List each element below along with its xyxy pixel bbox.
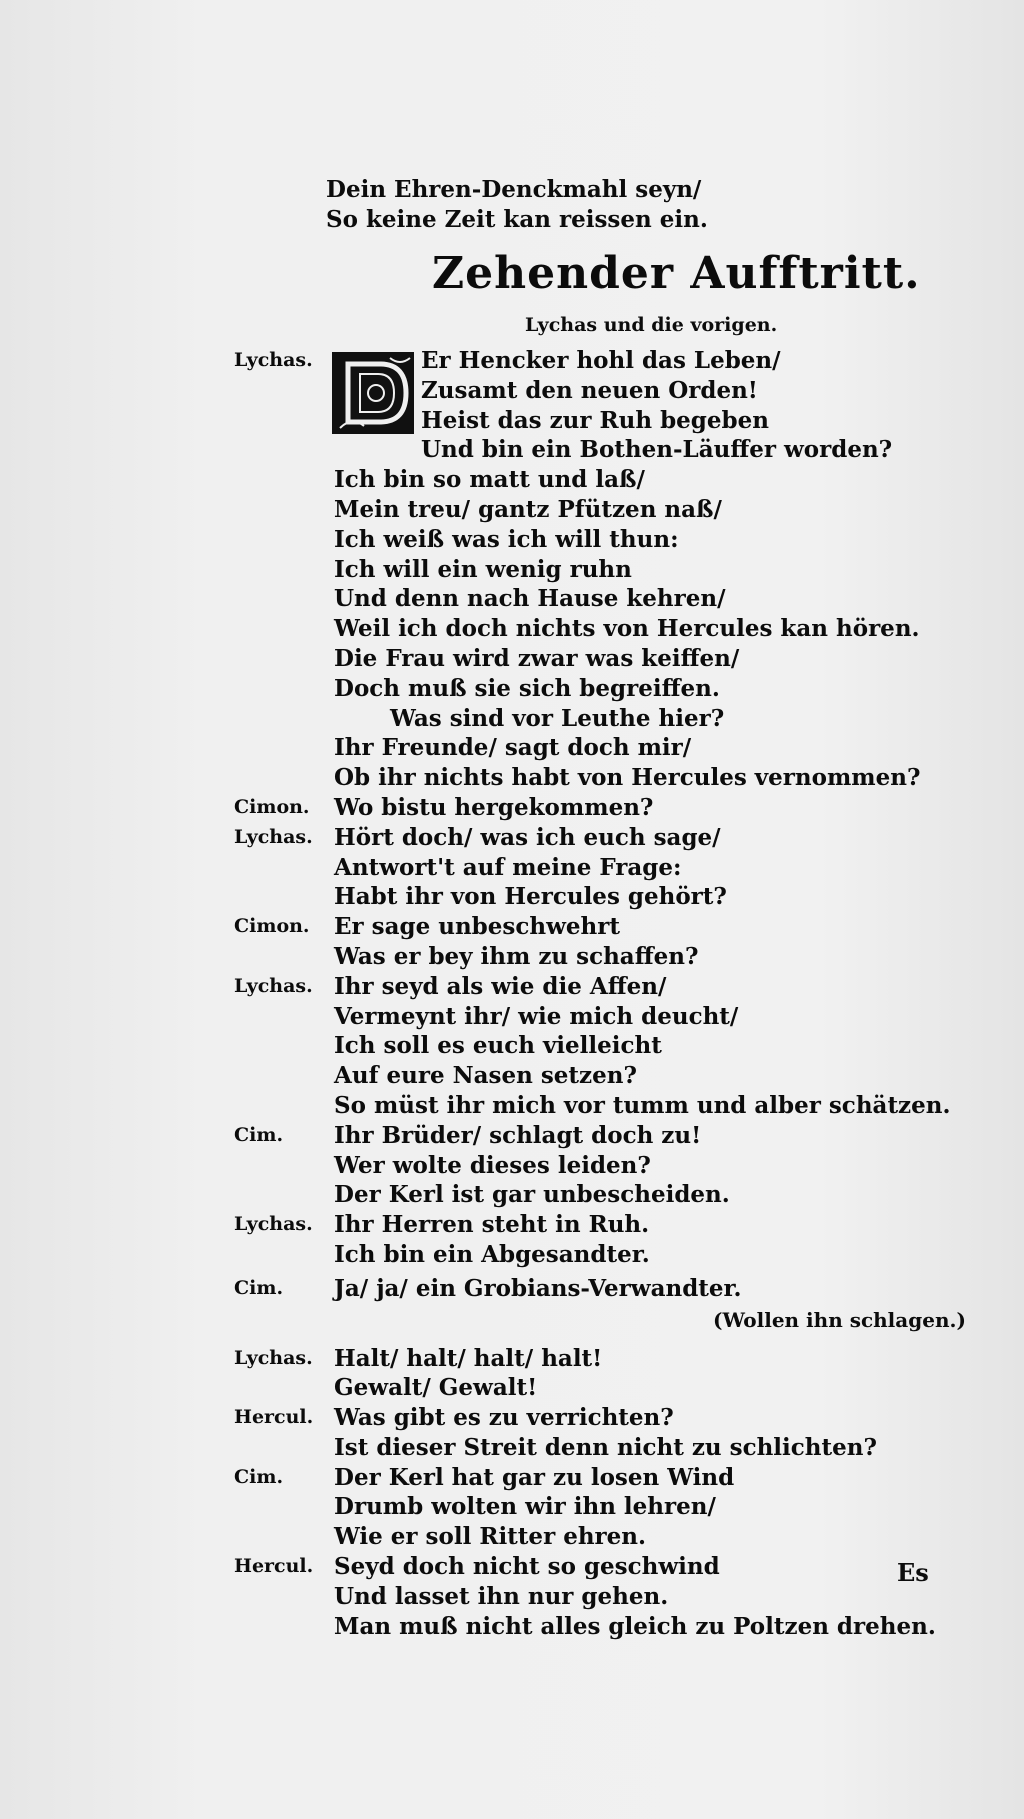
verse-line: So müst ihr mich vor tumm und alber schätzen.	[334, 1091, 951, 1119]
dialogue	[0, 346, 1024, 1641]
speaker-name: Lychas.	[234, 974, 313, 997]
speech-block	[0, 1463, 1024, 1552]
verse-line: Die Frau wird zwar was keiffen/	[334, 644, 740, 672]
stage-direction: (Wollen ihn schlagen.)	[713, 1307, 966, 1332]
speaker-name: Lychas.	[234, 825, 313, 848]
verse-line: Ich will ein wenig ruhn	[334, 555, 632, 583]
speech-block	[0, 793, 1024, 823]
verse-line: Antwort't auf meine Frage:	[334, 853, 682, 881]
verse-line: Und denn nach Hause kehren/	[334, 585, 726, 613]
speech-block	[0, 1121, 1024, 1210]
verse-line: Seyd doch nicht so geschwind	[334, 1553, 720, 1581]
speech-block	[0, 346, 1024, 793]
verse-line: Ich weiß was ich will thun:	[334, 525, 679, 553]
speech-block	[0, 823, 1024, 912]
verse-line: Und bin ein Bothen-Läuffer worden?	[421, 436, 893, 464]
speech-block	[0, 1552, 1024, 1641]
scene-subtitle: Lychas und die vorigen.	[525, 314, 778, 336]
verse-line: Ich soll es euch vielleicht	[334, 1032, 662, 1060]
verse-line: Ihr Herren steht in Ruh.	[334, 1211, 650, 1239]
verse-line: Er Hencker hohl das Leben/	[421, 347, 781, 374]
verse-line: Habt ihr von Hercules gehört?	[334, 883, 727, 911]
verse-line: Der Kerl ist gar unbescheiden.	[334, 1181, 730, 1209]
drop-cap-ornament	[330, 350, 416, 436]
speech-block	[0, 1344, 1024, 1404]
speaker-name: Lychas.	[234, 349, 313, 371]
verse-line: Man muß nicht alles gleich zu Poltzen drehen.	[334, 1612, 936, 1640]
verse-line: Hört doch/ was ich euch sage/	[334, 823, 721, 851]
verse-line: Halt/ halt/ halt/ halt!	[334, 1344, 603, 1372]
speaker-name: Cim.	[234, 1465, 284, 1488]
speaker-name: Hercul.	[234, 1406, 314, 1429]
speaker-name: Cim.	[234, 1123, 284, 1146]
speaker-name: Hercul.	[234, 1555, 314, 1578]
speech-block	[0, 972, 1024, 1121]
verse-line: Zusamt den neuen Orden!	[421, 376, 758, 404]
verse-line: Und lasset ihn nur gehen.	[334, 1582, 669, 1610]
verse-line: Wo bistu hergekommen?	[334, 793, 654, 821]
verse-line: Heist das zur Ruh begeben	[421, 406, 769, 434]
verse-line: Ist dieser Streit denn nicht zu schlichten?	[334, 1433, 877, 1461]
verse-line: Was gibt es zu verrichten?	[334, 1404, 674, 1432]
verse-line: Vermeynt ihr/ wie mich deucht/	[334, 1002, 739, 1030]
speech-block	[0, 1403, 1024, 1463]
verse-line: Ihr Brüder/ schlagt doch zu!	[334, 1121, 702, 1149]
scene-title: Zehender Aufftritt.	[432, 248, 921, 299]
verse-line: Wie er soll Ritter ehren.	[334, 1523, 647, 1551]
verse-line: So keine Zeit kan reissen ein.	[326, 205, 708, 233]
verse-line: Doch muß sie sich begreiffen.	[334, 674, 720, 702]
verse-line: Er sage unbeschwehrt	[334, 913, 620, 941]
verse-line: Gewalt/ Gewalt!	[334, 1374, 538, 1402]
verse-line: Wer wolte dieses leiden?	[334, 1151, 651, 1179]
verse-line: Ob ihr nichts habt von Hercules vernommen?	[334, 764, 921, 792]
speaker-name: Cimon.	[234, 795, 310, 818]
speaker-name: Lychas.	[234, 1346, 313, 1369]
verse-line: Weil ich doch nichts von Hercules kan hören.	[334, 615, 920, 643]
verse-line: Auf eure Nasen setzen?	[334, 1062, 637, 1090]
verse-line: Der Kerl hat gar zu losen Wind	[334, 1463, 735, 1491]
speaker-name: Lychas.	[234, 1213, 313, 1236]
verse-line: Ich bin so matt und laß/	[334, 466, 645, 494]
speech-block	[0, 912, 1024, 972]
speech-block	[0, 1210, 1024, 1270]
stage-direction-row	[0, 1304, 1024, 1340]
catchword: Es	[897, 1558, 929, 1587]
speaker-name: Cimon.	[234, 915, 310, 938]
verse-line: Ihr seyd als wie die Affen/	[334, 972, 667, 1000]
intro-verse	[326, 175, 708, 235]
verse-line: Was sind vor Leuthe hier?	[390, 704, 725, 732]
verse-line: Was er bey ihm zu schaffen?	[334, 942, 699, 970]
verse-line: Ihr Freunde/ sagt doch mir/	[334, 734, 692, 762]
verse-line: Ja/ ja/ ein Grobians-Verwandter.	[334, 1274, 742, 1302]
speech-block	[0, 1274, 1024, 1304]
verse-line: Ich bin ein Abgesandter.	[334, 1240, 650, 1268]
verse-line: Drumb wolten wir ihn lehren/	[334, 1493, 716, 1521]
verse-line: Dein Ehren-Denckmahl seyn/	[326, 176, 702, 203]
speaker-name: Cim.	[234, 1276, 284, 1299]
verse-line: Mein treu/ gantz Pfützen naß/	[334, 495, 722, 523]
